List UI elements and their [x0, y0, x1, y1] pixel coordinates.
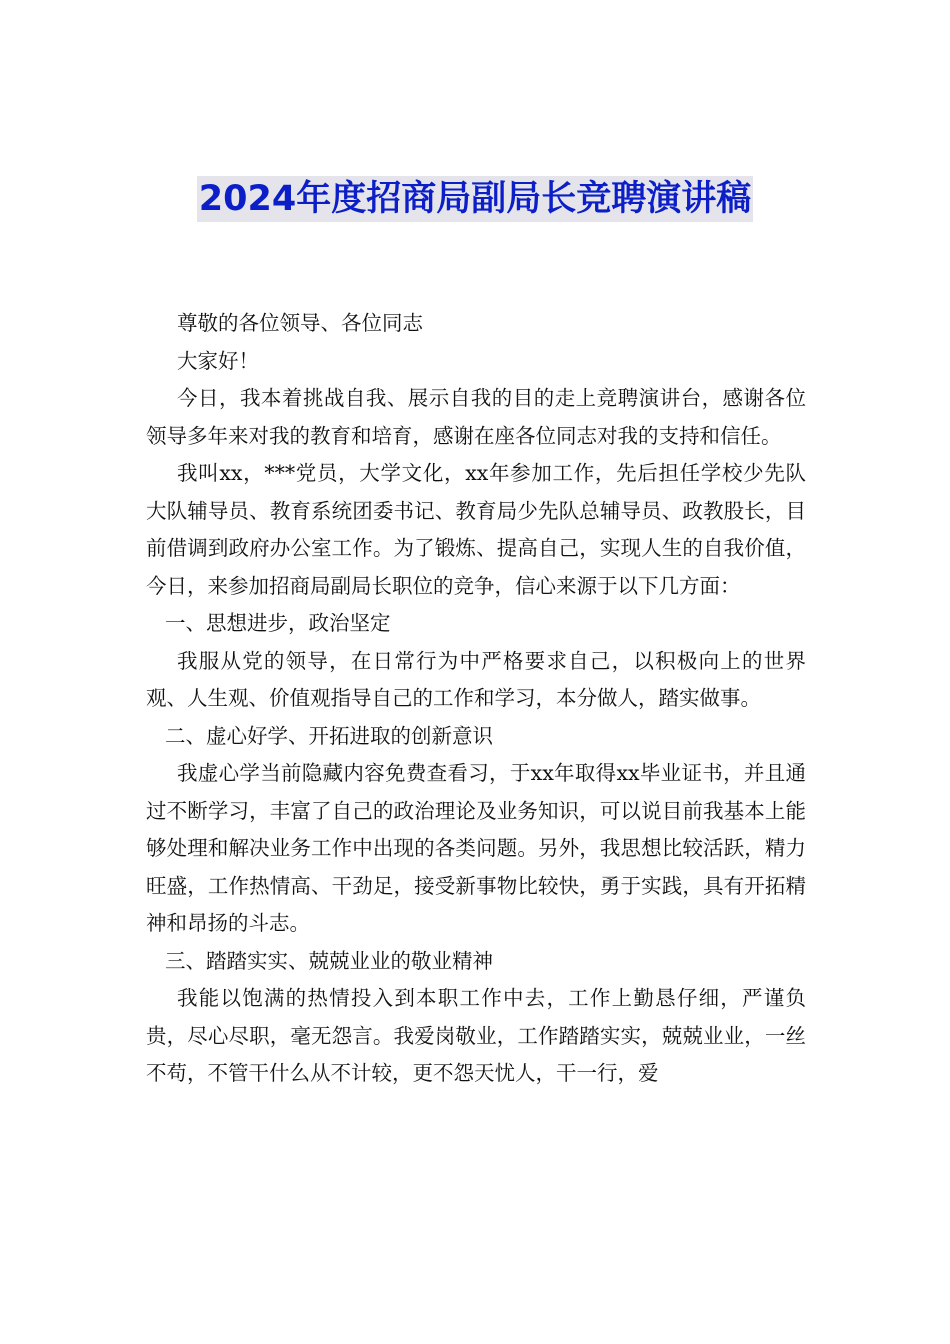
salutation-paragraph: 尊敬的各位领导、各位同志 — [177, 311, 423, 335]
document-body — [146, 305, 806, 1093]
section-heading-2: 二、虚心好学、开拓进取的创新意识 — [165, 723, 493, 748]
greeting-paragraph: 大家好！ — [177, 348, 259, 373]
section-heading-3: 三、踏踏实实、兢兢业业的敬业精神 — [165, 948, 493, 973]
self-introduction-paragraph: 我叫xx，***党员，大学文化，xx年参加工作，先后担任学校少先队大队辅导员、教育系统团委书记、教育局少先队总辅导员、政教股长，目前借调到政府办公室工作。为了锻炼、提高自己，实现人生的自我价值，今日，来参加招商局副局长职位的竞争，信心来源于以下几方面： — [146, 461, 806, 598]
title-container — [0, 176, 950, 222]
document-title: 2024年度招商局副局长竞聘演讲稿 — [197, 176, 753, 222]
intro-paragraph: 今日，我本着挑战自我、展示自我的目的走上竞聘演讲台，感谢各位领导多年来对我的教育和培育，感谢在座各位同志对我的支持和信任。 — [146, 386, 806, 448]
section-heading-1: 一、思想进步，政治坚定 — [165, 611, 391, 635]
section-paragraph-3: 我能以饱满的热情投入到本职工作中去，工作上勤恳仔细，严谨负贵，尽心尽职，毫无怨言。我爱岗敬业，工作踏踏实实，兢兢业业，一丝不苟，不管干什么从不计较，更不怨天忧人，干一行，爱 — [146, 986, 806, 1085]
section-paragraph-1: 我服从党的领导，在日常行为中严格要求自己，以积极向上的世界观、人生观、价值观指导自己的工作和学习，本分做人，踏实做事。 — [146, 648, 806, 710]
section-paragraph-2: 我虚心学当前隐藏内容免费查看习，于xx年取得xx毕业证书，并且通过不断学习，丰富了自己的政治理论及业务知识，可以说目前我基本上能够处理和解决业务工作中出现的各类问题。另外，我思想比较活跃，精力旺盛，工作热情高、干劲足，接受新事物比较快，勇于实践，具有开拓精神和昂扬的斗志。 — [146, 761, 806, 935]
